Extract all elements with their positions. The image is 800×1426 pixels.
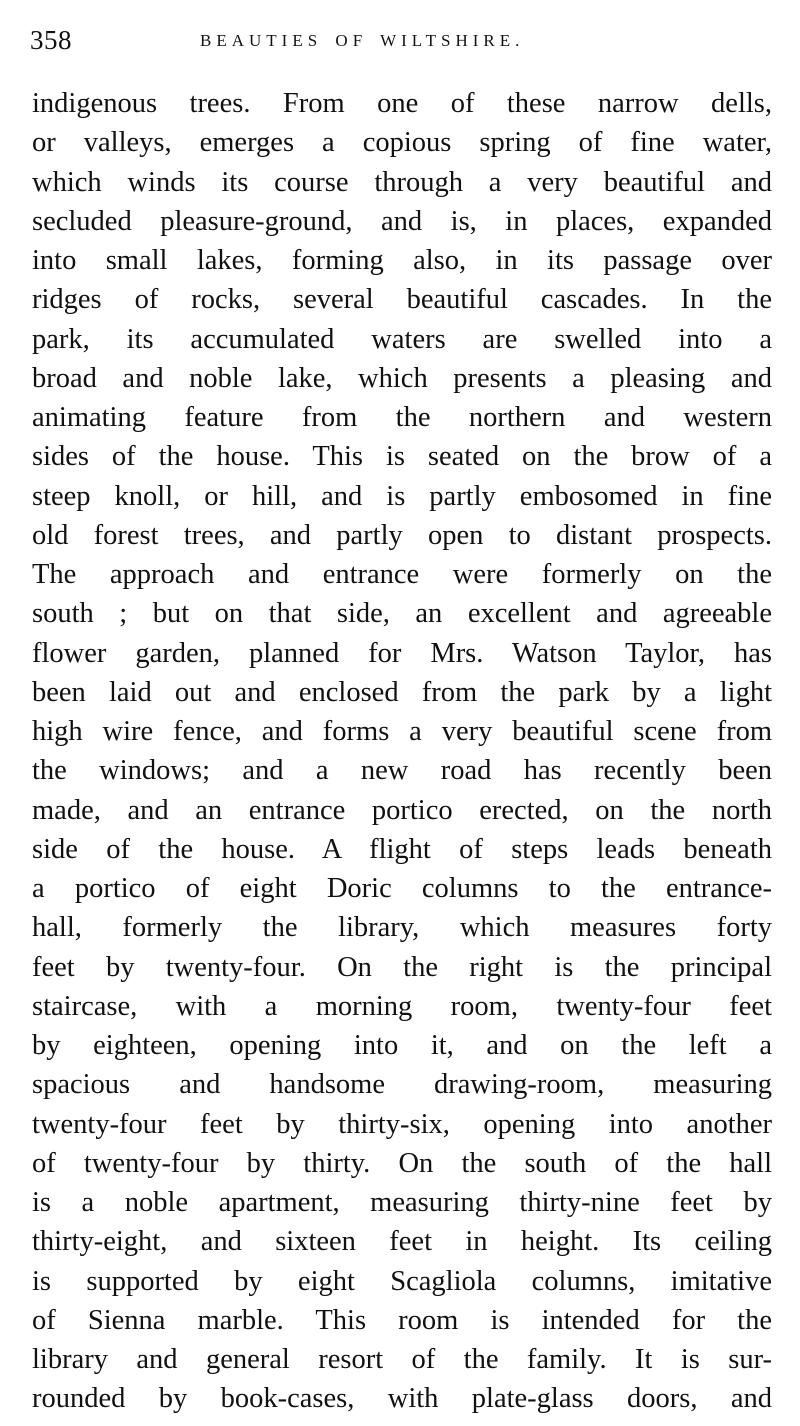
text-line: secluded pleasure-ground, and is, in places, expanded — [32, 205, 772, 237]
text-line: rounded by book-cases, with plate-glass doors, and — [32, 1383, 772, 1415]
text-line: spacious and handsome drawing-room, measuring — [32, 1069, 772, 1101]
text-line: or valleys, emerges a copious spring of fine water, — [32, 127, 772, 159]
running-title: BEAUTIES OF WILTSHIRE. — [200, 31, 525, 50]
text-line: side of the house. A flight of steps leads beneath — [32, 833, 772, 865]
text-line: sides of the house. This is seated on the brow of a — [32, 441, 772, 473]
text-line: animating feature from the northern and western — [32, 402, 772, 433]
page-header — [30, 22, 774, 62]
text-line: twenty-four feet by thirty-six, opening into another — [32, 1108, 772, 1140]
text-line: into small lakes, forming also, in its passage over — [32, 245, 772, 276]
text-line: high wire fence, and forms a very beautiful scene from — [32, 716, 772, 747]
text-line: of twenty-four by thirty. On the south of the hall — [32, 1147, 772, 1179]
text-line: broad and noble lake, which presents a pleasing and — [32, 362, 772, 394]
page-number: 358 — [30, 25, 72, 55]
text-line: staircase, with a morning room, twenty-four feet — [32, 990, 772, 1022]
text-line: library and general resort of the family. It is sur- — [32, 1344, 772, 1375]
text-line: hall, formerly the library, which measures forty — [32, 912, 772, 944]
text-line: of Sienna marble. This room is intended for the — [32, 1304, 772, 1336]
text-line: flower garden, planned for Mrs. Watson Taylor, has — [32, 637, 772, 669]
text-line: been laid out and enclosed from the park by a light — [32, 676, 772, 708]
text-line: is supported by eight Scagliola columns, imitative — [32, 1265, 772, 1297]
text-line: which winds its course through a very beautiful and — [32, 166, 772, 198]
body-text — [32, 84, 772, 1419]
text-line: indigenous trees. From one of these narrow dells, — [32, 88, 772, 119]
text-line: The approach and entrance were formerly on the — [32, 559, 772, 590]
text-line: is a noble apartment, measuring thirty-nine feet by — [32, 1187, 772, 1218]
text-line: old forest trees, and partly open to distant prospects. — [32, 519, 772, 551]
text-line: ridges of rocks, several beautiful cascades. In the — [32, 284, 772, 316]
text-line: made, and an entrance portico erected, on the north — [32, 794, 772, 826]
text-line: south ; but on that side, an excellent and agreeable — [32, 598, 772, 630]
text-line: steep knoll, or hill, and is partly embosomed in fine — [32, 480, 772, 512]
text-line: by eighteen, opening into it, and on the left a — [32, 1030, 772, 1061]
text-line: park, its accumulated waters are swelled into a — [32, 323, 772, 355]
text-line: feet by twenty-four. On the right is the principal — [32, 951, 772, 983]
text-line: the windows; and a new road has recently been — [32, 755, 772, 787]
text-line: thirty-eight, and sixteen feet in height. Its ceiling — [32, 1226, 772, 1258]
text-line: a portico of eight Doric columns to the entrance- — [32, 873, 772, 904]
